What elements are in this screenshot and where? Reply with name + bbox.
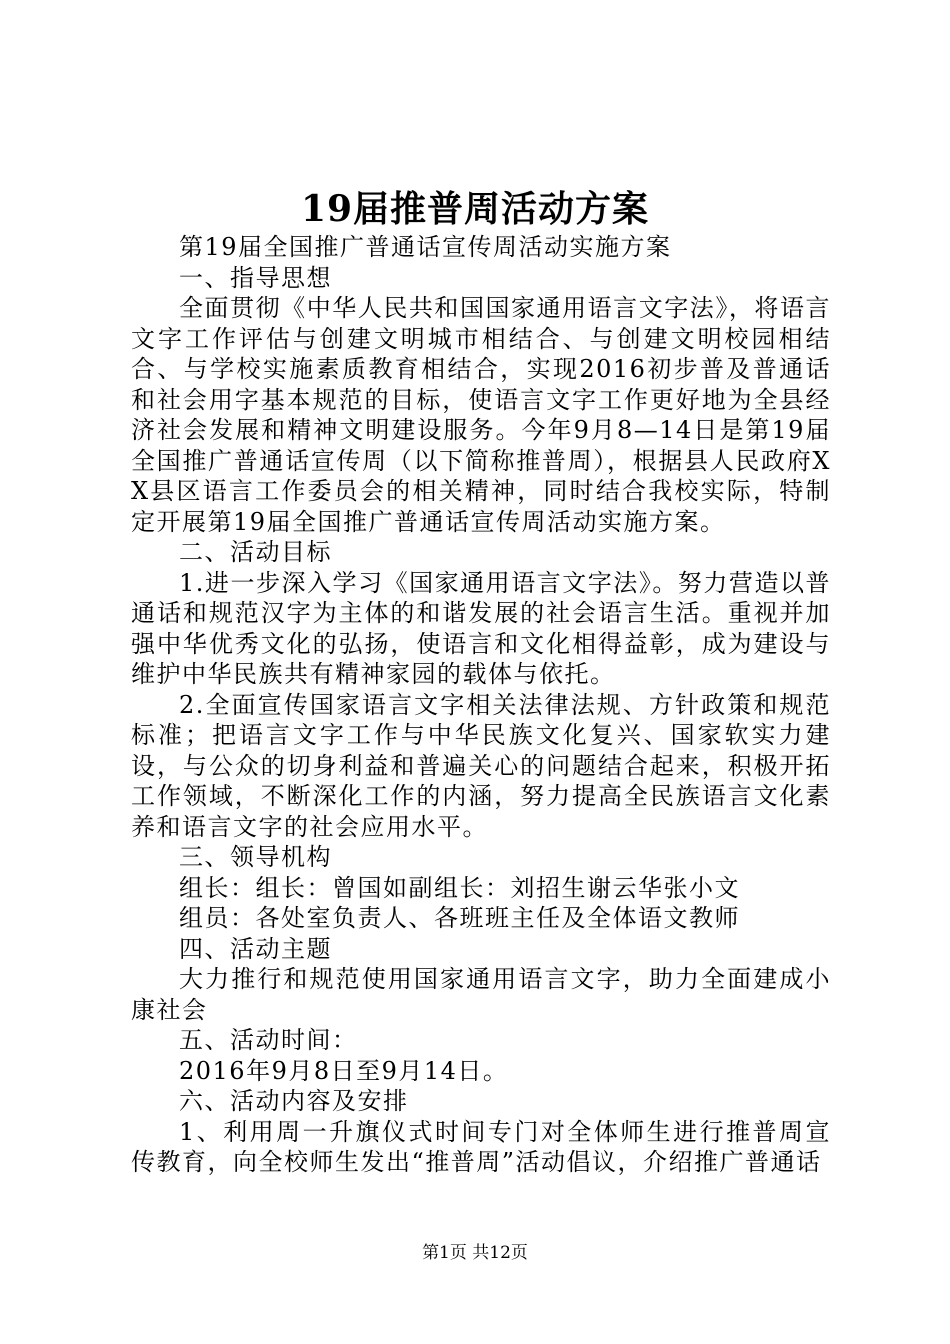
section-heading-content: 六、活动内容及安排: [179, 1087, 409, 1115]
section-heading-theme: 四、活动主题: [179, 934, 332, 963]
page-number-footer: 第1页 共12页: [422, 1243, 528, 1263]
section-heading-time: 五、活动时间：: [179, 1026, 358, 1054]
subtitle-paragraph: 第19届全国推广普通话宣传周活动实施方案: [179, 233, 672, 261]
body-paragraph: 2016年9月8日至9月14日。: [179, 1056, 509, 1085]
body-paragraph: 1、利用周一升旗仪式时间专门对全体师生进行推普周宣传教育，向全校师生发出“推普周”活动倡议，介绍推广普通话: [131, 1117, 831, 1176]
section-heading-goals: 二、活动目标: [179, 538, 332, 566]
body-paragraph: 全面贯彻《中华人民共和国国家通用语言文字法》，将语言文字工作评估与创建文明城市相结合、与创建文明校园相结合、与学校实施素质教育相结合，实现2016初步普及普通话和社会用字基本规范的目标，使语言文字工作更好地为全县经济社会发展和精神文明建设服务。今年9月8—14日是第19届全国推广普通话宣传周（以下简称推普周），根据县人民政府XX县区语言工作委员会的相关精神，同时结合我校实际，特制定开展第19届全国推广普通话宣传周活动实施方案。: [131, 294, 831, 536]
body-paragraph: 1.进一步深入学习《国家通用语言文字法》。努力营造以普通话和规范汉字为主体的和谐发展的社会语言生活。重视并加强中华优秀文化的弘扬，使语言和文化相得益彰，成为建设与维护中华民族共有精神家园的载体与依托。: [131, 568, 831, 688]
document-title: 19届推普周活动方案: [300, 188, 650, 230]
body-paragraph: 大力推行和规范使用国家通用语言文字，助力全面建成小康社会: [131, 965, 831, 1024]
body-paragraph: 2.全面宣传国家语言文字相关法律法规、方针政策和规范标准；把语言文字工作与中华民族文化复兴、国家软实力建设，与公众的切身利益和普遍关心的问题结合起来，积极开拓工作领域，不断深化工作的内涵，努力提高全民族语言文化素养和语言文字的社会应用水平。: [131, 690, 831, 841]
document-body: [131, 232, 831, 1178]
section-heading-leadership: 三、领导机构: [179, 843, 332, 871]
body-paragraph: 组长：组长：曾国如副组长：刘招生谢云华张小文: [179, 873, 740, 902]
section-heading-guiding-thought: 一、指导思想: [179, 263, 332, 292]
body-paragraph: 组员：各处室负责人、各班班主任及全体语文教师: [179, 904, 740, 932]
